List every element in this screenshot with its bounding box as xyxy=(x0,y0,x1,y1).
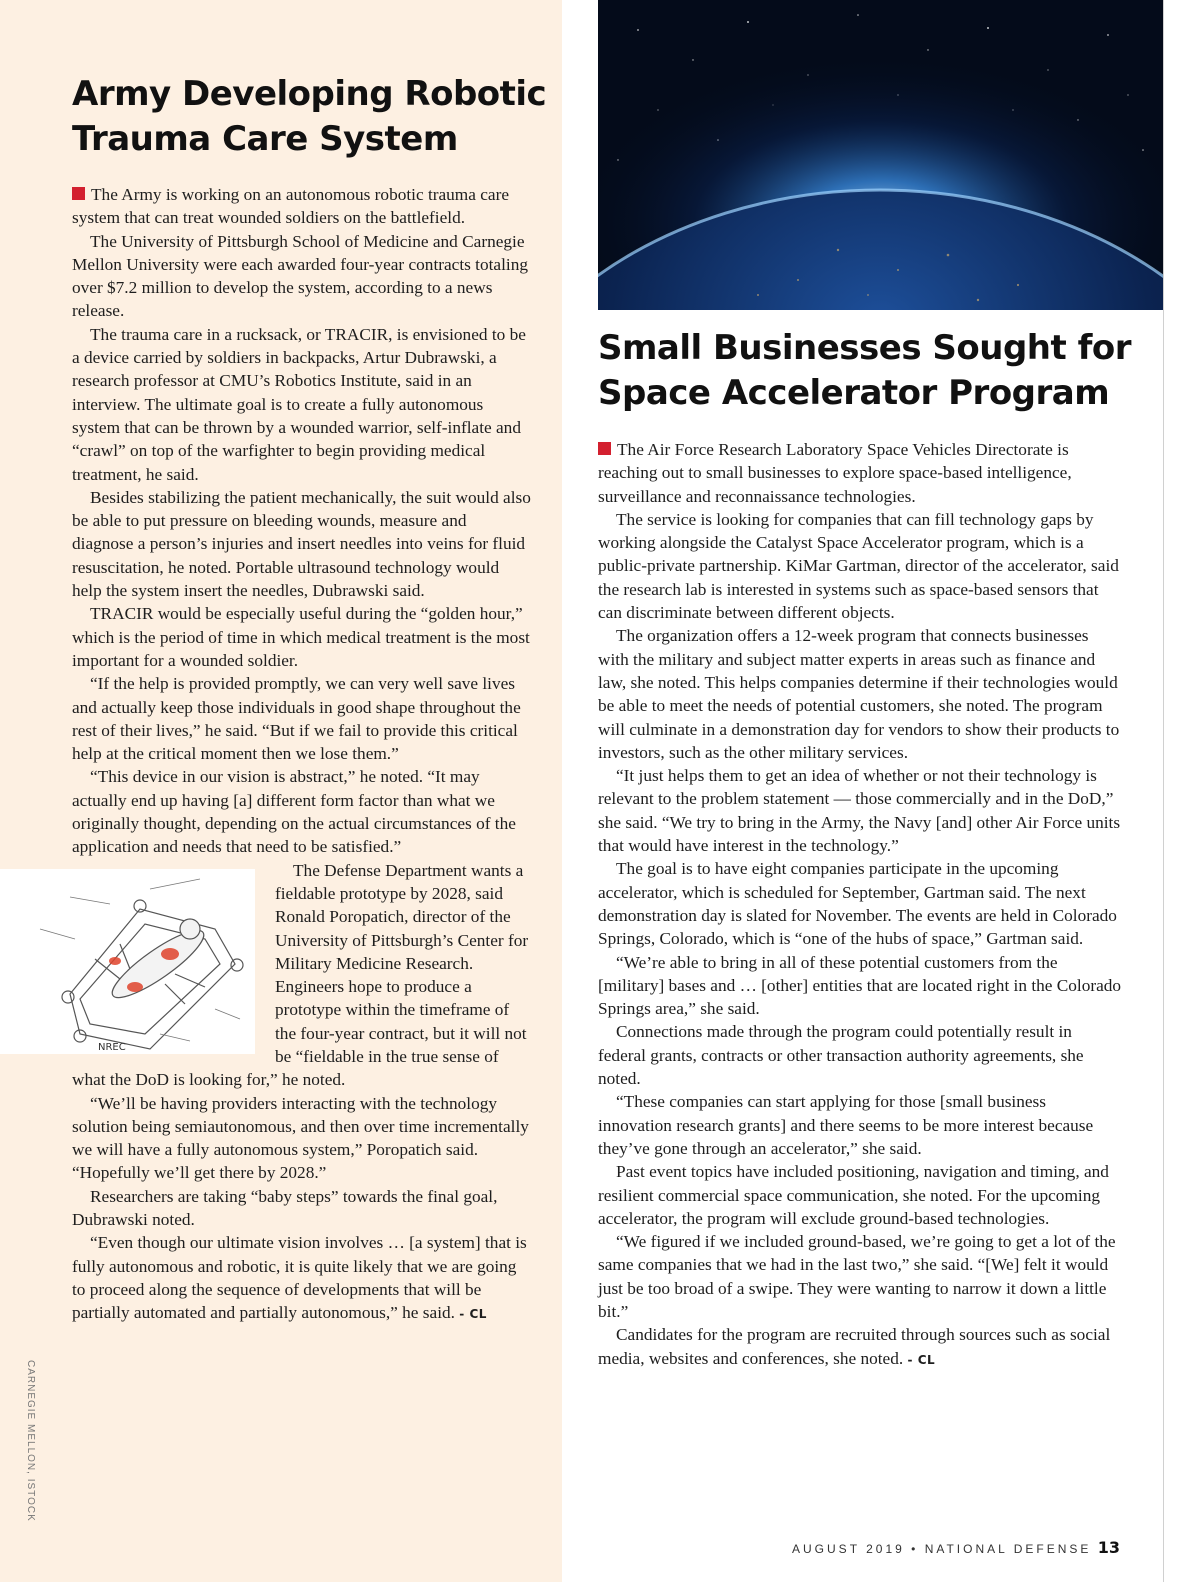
paragraph: Researchers are taking “baby steps” towards the final goal, Dubrawski noted. xyxy=(72,1186,498,1230)
left-title-line-1: Army Developing Robotic xyxy=(72,74,547,114)
page-footer xyxy=(700,1538,1120,1557)
paragraph: “It just helps them to get an idea of whether or not their technology is relevant to the problem statement — those commercially and in the DoD,” she said. “We try to bring in the Army, the Navy [and] other Air Force units that would have interest in the technology.” xyxy=(598,766,1121,856)
paragraph: The Army is working on an autonomous robotic trauma care system that can treat wounded soldiers on the battlefield. xyxy=(72,185,510,228)
left-title-line-2: Trauma Care System xyxy=(72,119,458,159)
author-signature: - CL xyxy=(459,1307,487,1322)
earth-horizon-icon xyxy=(598,0,1163,310)
right-title-line-2: Space Accelerator Program xyxy=(598,373,1110,413)
paragraph: The service is looking for companies that can fill technology gaps by working alongside the Catalyst Space Accelerator program, which is a public-private partnership. KiMar Gartman, director of the accelerator, said the research lab is interested in systems such as space-based sensors that can discriminate between different objects. xyxy=(598,509,1119,623)
tracir-sketch-image xyxy=(0,869,255,1054)
sketch-label: NREC xyxy=(98,1041,126,1053)
red-square-icon xyxy=(598,442,611,455)
paragraph: “These companies can start applying for those [small business innovation research grants] and there seems to be more interest because they’ve gone through an accelerator,” she said. xyxy=(598,1092,1094,1158)
paragraph: “We figured if we included ground-based, we’re going to get a lot of the same companies that we had in the last two,” she said. “[We] felt it would just be too broad of a swipe. They were wanting to narrow it down a little bit.” xyxy=(598,1232,1116,1321)
paragraph: The trauma care in a rucksack, or TRACIR, is envisioned to be a device carried by soldiers in backpacks, Artur Dubrawski, a research professor at CMU’s Robotics Institute, said in an interview. The ultimate goal is to create a fully autonomous system that can be thrown by a wounded warrior, self-inflate and “crawl” on top of the warfighter to begin providing medical treatment, he said. xyxy=(72,324,526,484)
paragraph: TRACIR would be especially useful during the “golden hour,” which is the period of time in which medical treatment is the most important for a wounded soldier. xyxy=(72,604,530,670)
earth-from-space-image xyxy=(598,0,1163,310)
paragraph: The University of Pittsburgh School of Medicine and Carnegie Mellon University were each awarded four-year contracts totaling over $7.2 million to develop the system, according to a news release. xyxy=(72,231,528,321)
right-article-title xyxy=(598,326,1158,416)
page-number: 13 xyxy=(1097,1538,1120,1557)
paragraph: “Even though our ultimate vision involves … [a system] that is fully autonomous and robotic, it is quite likely that we are going to proceed along the sequence of developments that will be partially automated and partially autonomous,” he said. - CL xyxy=(72,1233,527,1323)
photo-credit: CARNEGIE MELLON, ISTOCK xyxy=(25,1360,36,1522)
paragraph: “If the help is provided promptly, we can very well save lives and actually keep those individuals in good shape throughout the rest of their lives,” he said. “But if we fail to provide this critical help at the critical moment then we lose them.” xyxy=(72,674,521,764)
paragraph: Besides stabilizing the patient mechanically, the suit would also be able to put pressure on bleeding wounds, measure and diagnose a person’s injuries and insert needles into veins for fluid resuscitation, he noted. Portable ultrasound technology would help the system insert the needles, Dubrawski said. xyxy=(72,487,531,601)
left-article-body xyxy=(72,183,532,1327)
paragraph: Connections made through the program could potentially result in federal grants, contracts or other transaction authority agreements, she noted. xyxy=(598,1022,1084,1089)
right-title-line-1: Small Businesses Sought for xyxy=(598,328,1131,368)
paragraph: “This device in our vision is abstract,” he noted. “It may actually end up having [a] different form factor than what we originally thought, depending on the actual circumstances of the application and needs that need to be satisfied.” xyxy=(72,767,516,857)
paragraph: “We’ll be having providers interacting with the technology solution being semiautonomous, and then over time incrementally we will have a fully autonomous system,” Poropatich said. “Hopefully we’ll get there by 2028.” xyxy=(72,1093,529,1183)
right-article-body xyxy=(598,438,1123,1372)
robot-sketch-icon xyxy=(0,869,255,1054)
left-article-title xyxy=(72,72,552,162)
paragraph: Candidates for the program are recruited through sources such as social media, websites and conferences, she noted. - CL xyxy=(598,1325,1111,1368)
footer-issue: AUGUST 2019 • NATIONAL DEFENSE xyxy=(792,1542,1092,1556)
paragraph: The organization offers a 12-week program that connects businesses with the military and subject matter experts in areas such as finance and law, she noted. This helps companies determine if their technologies would be able to meet the needs of potential customers, she noted. The program will culminate in a demonstration day for vendors to show their products to investors, such as the other military services. xyxy=(598,626,1120,762)
paragraph: Past event topics have included positioning, navigation and timing, and resilient commercial space communication, she noted. For the upcoming accelerator, the program will exclude ground-based technologies. xyxy=(598,1162,1109,1228)
paragraph: The Defense Department wants a fieldable prototype by 2028, said Ronald Poropatich, director of the University of Pittsburgh’s Center for Military Medicine Research. Engineers hope to produce a prototype within the timeframe of the four-year contract, but it will not be “fieldable in the true sense of what the DoD is looking for,” he noted. xyxy=(72,860,529,1090)
author-signature: - CL xyxy=(907,1352,936,1367)
column-rule xyxy=(1163,0,1164,1582)
paragraph: The goal is to have eight companies participate in the upcoming accelerator, which is scheduled for September, Gartman said. The next demonstration day is slated for November. The events are held in Colorado Springs, Colorado, which is “one of the hubs of space,” Gartman said. xyxy=(598,859,1117,949)
red-square-icon xyxy=(72,187,85,200)
paragraph: The Air Force Research Laboratory Space Vehicles Directorate is reaching out to small businesses to explore space-based intelligence, surveillance and reconnaissance technologies. xyxy=(598,440,1072,506)
paragraph: “We’re able to bring in all of these potential customers from the [military] bases and … [other] entities that are located right in the Colorado Springs area,” she said. xyxy=(598,952,1122,1019)
